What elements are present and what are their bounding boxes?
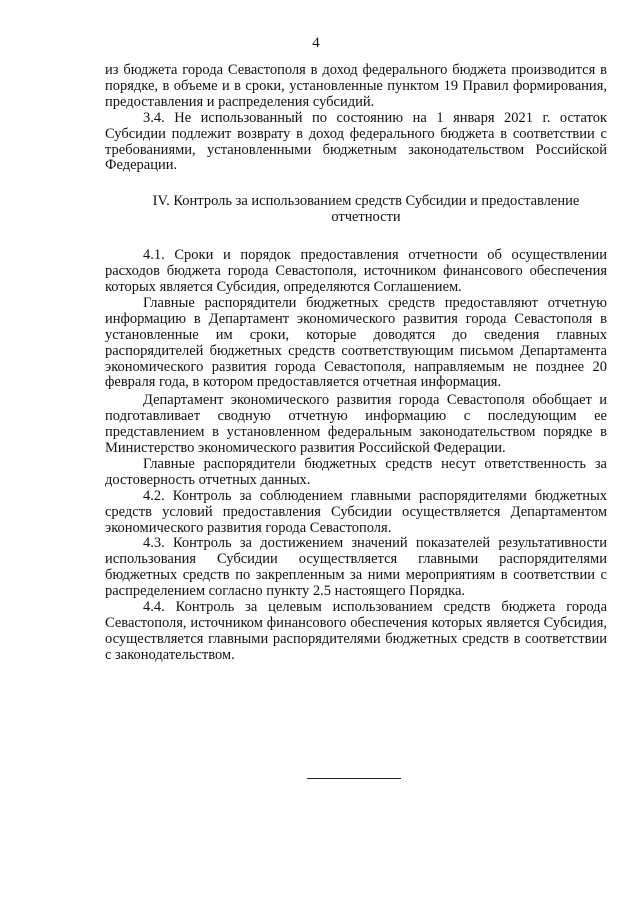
paragraph-4-3: 4.3. Контроль за достижением значений показателей результативности использования Субсидии осуществляется главными распорядителями бюджетных средств по закрепленным за ними мероприятиям в соответствии с распределением согласно пункту 2.5 настоящего Порядка.	[105, 535, 607, 600]
paragraph-responsibility: Главные распорядители бюджетных средств несут ответственность за достоверность отчетных данных.	[105, 455, 607, 488]
paragraph-3-4: 3.4. Не использованный по состоянию на 1 января 2021 г. остаток Субсидии подлежит возврату в доход федерального бюджета в соответствии с требованиями, установленными бюджетным законодательством Российской Федерации.	[105, 109, 607, 174]
paragraph-4-2: 4.2. Контроль за соблюдением главными распорядителями бюджетных средств условий предоставления Субсидии осуществляется Департаментом экономического развития города Севастополя.	[105, 487, 607, 536]
page-number: 4	[312, 35, 320, 51]
paragraph-continuation: из бюджета города Севастополя в доход федерального бюджета производится в порядке, в объеме и в сроки, установленные пунктом 19 Правил формирования, предоставления и распределения субсидий.	[105, 62, 607, 110]
paragraph-department-summary: Департамент экономического развития города Севастополя обобщает и подготавливает сводную отчетную информацию с последующим ее представлением в установленном федеральным законодательством порядке в Министерство экономического развития Российской Федерации.	[105, 392, 607, 457]
section-heading-iv: IV. Контроль за использованием средств Субсидии и предоставление отчетности	[152, 193, 580, 226]
paragraph-main-managers-reporting: Главные распорядители бюджетных средств предоставляют отчетную информацию в Департамент экономического развития города Севастополя в установленные им сроки, которые доводятся до сведения главных распорядителей бюджетных средств соответствующим письмом Департамента экономического развития города Севастополя, направляемым не позднее 20 февраля года, в котором предоставляется отчетная информация.	[105, 294, 607, 391]
end-of-document-rule	[307, 778, 401, 779]
paragraph-4-1: 4.1. Сроки и порядок предоставления отчетности об осуществлении расходов бюджета города Севастополя, источником финансового обеспечения которых является Субсидия, определяются Соглашением.	[105, 247, 607, 295]
document-body	[105, 63, 607, 664]
paragraph-4-4: 4.4. Контроль за целевым использованием средств бюджета города Севастополя, источником финансового обеспечения которых является Субсидия, осуществляется главными распорядителями бюджетных средств в соответствии с законодательством.	[105, 599, 607, 663]
